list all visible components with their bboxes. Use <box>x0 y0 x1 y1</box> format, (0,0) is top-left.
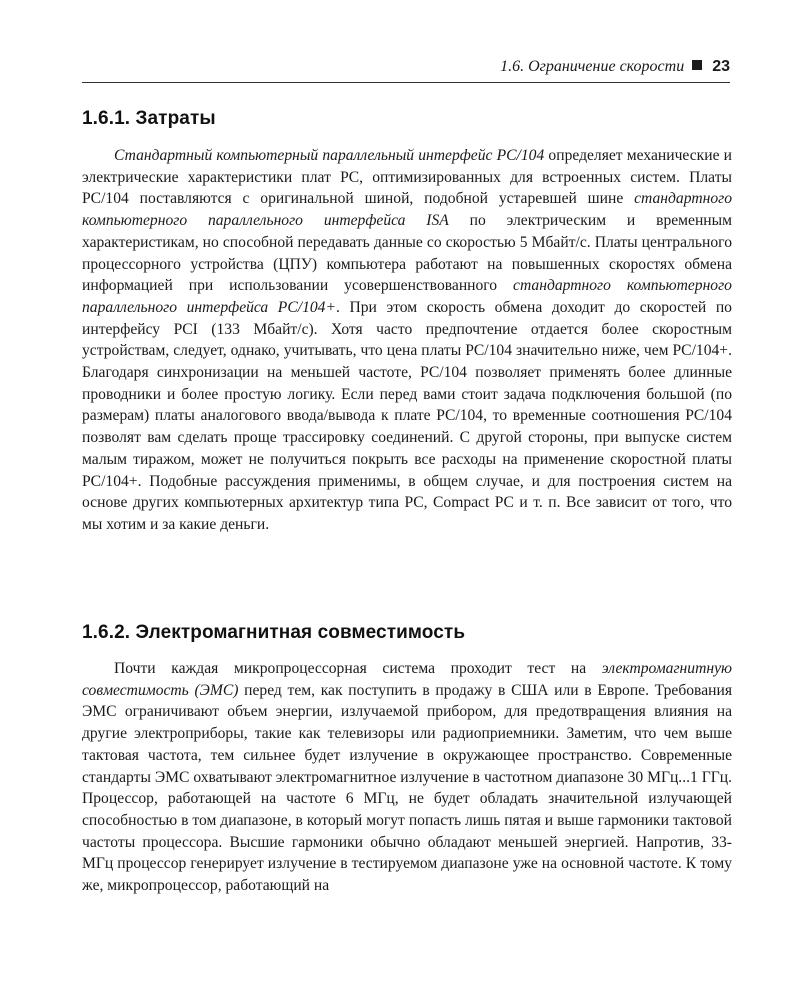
text-run: . При этом скорость обмена доходит до скоростей по интерфейсу PCI (133 Мбайт/с). Хотя часто предпочтение отдается более скоростным устройствам, следует, однако, учитывать, что цена платы PC/104 значительно ниже, чем PC/104+. Благодаря синхронизации на меньшей частоте, PC/104 позволяет применять более длинные проводники и более простую логику. Если перед вами стоит задача подключения большой (по размерам) платы аналогового ввода/вывода к плате PC/104, то временные соотношения PC/104 позволят вам сделать проще трассировку соединений. С другой стороны, при выпуске систем малым тиражом, может не получиться покрыть все расходы на применение скоростной платы PC/104+. Подобные рассуждения применимы, в общем случае, и для построения систем на основе других компьютерных архитектур типа PC, Compact PC и т. п. Все зависит от того, что мы хотим и за какие деньги. <box>82 298 732 533</box>
section-costs <box>82 108 732 536</box>
page-number: 23 <box>712 58 730 75</box>
section-emc <box>82 622 732 897</box>
square-bullet-icon <box>692 60 702 70</box>
text-run: стандартного компьютерного параллельного интерфейса ISA <box>82 190 732 230</box>
text-run: Почти каждая микропроцессорная система проходит тест на <box>114 660 602 677</box>
text-run: Стандартный компьютерный параллельный интерфейс PC/104 <box>114 147 545 164</box>
text-run: стандартного компьютерного параллельного интерфейса PC/104+ <box>82 277 732 316</box>
section-heading-emc: 1.6.2. Электромагнитная совместимость <box>82 622 466 643</box>
section-heading-costs: 1.6.1. Затраты <box>82 108 216 129</box>
text-run: по электрическим и временным характеристикам, но способной передавать данные со скоростью 5 Мбайт/с. Платы центрального процессорного устройства (ЦПУ) компьютера работают на повышенных скоростях обмена информацией при использовании усовершенствованного <box>82 212 732 295</box>
header-rule <box>82 82 730 83</box>
running-title: 1.6. Ограничение скорости <box>500 58 685 75</box>
text-run: перед тем, как поступить в продажу в США или в Европе. Требования ЭМС ограничивают объем энергии, излучаемой прибором, для предотвращения влияния на другие электроприборы, такие как телевизоры или радиоприемники. Заметим, что чем выше тактовая частота, тем сильнее будет излучение в окружающее пространство. Современные стандарты ЭМС охватывают электромагнитное излучение в частотном диапазоне 30 МГц...1 ГГц. Процессор, работающей на частоте 6 МГц, не будет обладать значительной излучающей способностью в том диапазоне, в который могут попасть лишь пятая и выше гармоники тактовой частоты процессора. Высшие гармоники обычно обладают меньшей энергией. Напротив, 33-МГц процессор генерирует излучение в тестируемом диапазоне уже на основной частоте. К тому же, микропроцессор, работающий на <box>82 681 732 895</box>
text-run: определяет механические и электрические характеристики плат PC, оптимизированных для встроенных систем. Платы PC/104 поставляются с оригинальной шиной, подобной устаревшей шине <box>82 147 732 208</box>
paragraph-costs <box>82 145 732 536</box>
text-run: электромагнитную совместимость (ЭМС) <box>82 660 732 699</box>
running-head <box>82 58 730 76</box>
paragraph-emc <box>82 658 732 897</box>
